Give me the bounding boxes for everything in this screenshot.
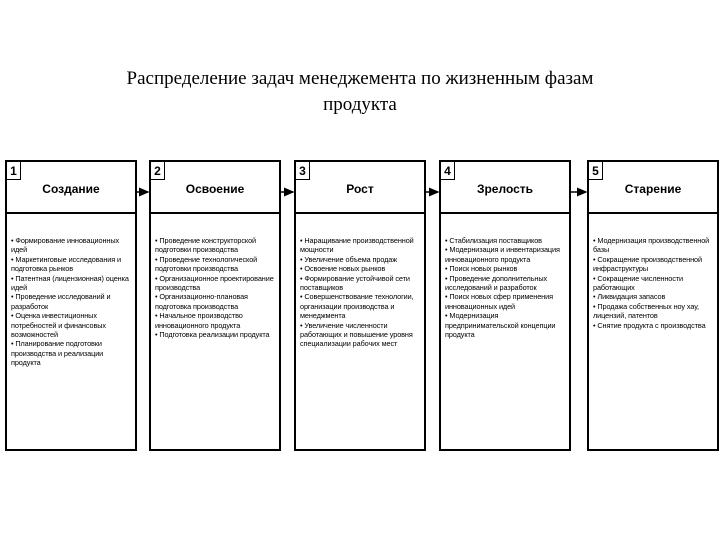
phase-number: 2 xyxy=(151,162,165,180)
phase-name: Рост xyxy=(346,182,374,196)
task-item: • Поиск новых рынков xyxy=(445,264,518,274)
task-item: • Патентная (лицензионная) оценка идей xyxy=(11,273,129,293)
task-item: • Формирование инновационных идей xyxy=(11,236,120,255)
task-item: • Освоение новых рынков xyxy=(300,264,386,274)
task-item: • Сокращение производственной инфраструктуры xyxy=(593,254,702,274)
phase-name: Зрелость xyxy=(476,182,534,196)
task-item: • Подготовка реализации продукта xyxy=(155,330,270,340)
task-item: • Модернизация производственной базы xyxy=(593,236,710,255)
phase-number: 4 xyxy=(441,162,455,180)
task-item: • Модернизация предпринимательской концепции продукта xyxy=(445,311,556,340)
task-item: • Организационно-плановая подготовка производства xyxy=(155,292,248,311)
phase-number: 3 xyxy=(296,162,310,180)
task-item: • Проведение исследований и разработок xyxy=(11,292,111,311)
task-item: • Ликвидация запасов xyxy=(593,292,666,302)
phase-name: Освоение xyxy=(185,182,245,196)
task-item: • Маркетинговые исследования и подготовка рынков xyxy=(11,254,122,274)
title-line-2: продукта xyxy=(323,94,397,115)
task-item: • Увеличение численности работающих и повышение уровня специализации рабочих мест xyxy=(300,320,413,349)
phase-number: 1 xyxy=(7,162,21,180)
task-item: • Организационное проектирование производства xyxy=(155,273,274,293)
task-item: • Формирование устойчивой сети поставщиков xyxy=(300,273,410,293)
task-item: • Проведение дополнительных исследований и разработок xyxy=(445,273,548,293)
title-line-1: Распределение задач менеджемента по жизненным фазам xyxy=(126,68,594,89)
task-item: • Модернизация и инвентаризация инновационного продукта xyxy=(445,245,560,264)
task-item: • Наращивание производственной мощности xyxy=(300,236,414,255)
phase-name: Старение xyxy=(624,182,682,196)
phase-name: Создание xyxy=(42,182,100,196)
task-item: • Оценка инвестиционных потребностей и финансовых возможностей xyxy=(11,311,106,340)
phase-number: 5 xyxy=(589,162,603,180)
task-item: • Увеличение объема продаж xyxy=(300,254,398,264)
task-item: • Снятие продукта с производства xyxy=(593,320,706,330)
task-item: • Проведение конструкторской подготовки производства xyxy=(155,236,257,255)
task-item: • Продажа собственных ноу хау, лицензий, патентов xyxy=(593,301,699,321)
task-item: • Сокращение численности работающих xyxy=(593,273,684,293)
task-item: • Совершенствование технологии, организации производства и менеджмента xyxy=(300,292,414,321)
task-item: • Планирование подготовки производства и реализации продукта xyxy=(11,339,104,368)
task-item: • Начальное производство инновационного продукта xyxy=(155,311,243,330)
task-item: • Стабилизация поставщиков xyxy=(445,236,542,245)
task-item: • Поиск новых сфер применения инновационных идей xyxy=(445,292,553,311)
task-item: • Проведение технологической подготовки производства xyxy=(155,254,258,274)
